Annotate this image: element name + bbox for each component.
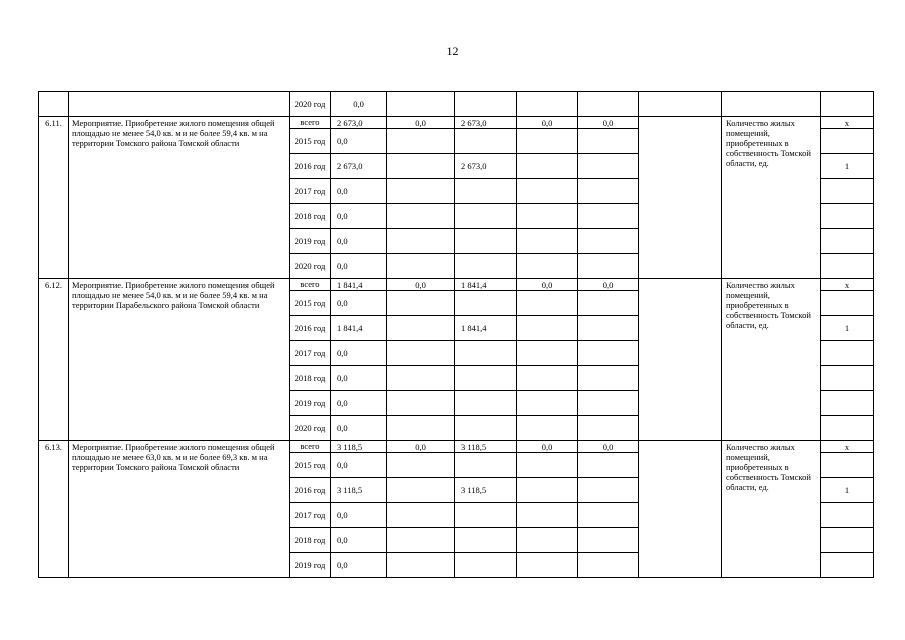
local-cell	[517, 291, 578, 316]
total-cell: 3 118,5	[331, 441, 387, 453]
federal-cell	[387, 416, 455, 441]
indicator-value: 1	[821, 316, 874, 341]
indicator-value	[821, 129, 874, 154]
other-cell	[578, 254, 639, 279]
indicator-value	[821, 179, 874, 204]
regional-cell	[455, 204, 517, 229]
executor-cell	[639, 117, 722, 279]
regional-cell	[455, 503, 517, 528]
total-cell: 0,0	[331, 416, 387, 441]
regional-cell	[455, 391, 517, 416]
indicator-value: 1	[821, 478, 874, 503]
regional-cell	[455, 254, 517, 279]
table-row	[39, 92, 874, 117]
local-cell	[517, 366, 578, 391]
other-cell	[578, 478, 639, 503]
indicator-value: x	[821, 279, 874, 291]
other-cell	[578, 391, 639, 416]
regional-cell	[455, 341, 517, 366]
federal-cell	[387, 528, 455, 553]
total-cell: 0,0	[331, 291, 387, 316]
total-cell: 2 673,0	[331, 117, 387, 129]
other-cell	[578, 366, 639, 391]
executor-cell	[639, 279, 722, 441]
year-cell: 2015 год	[290, 129, 331, 154]
table-row	[39, 441, 874, 453]
total-cell: 1 841,4	[331, 279, 387, 291]
regional-cell	[455, 553, 517, 578]
other-cell	[578, 528, 639, 553]
other-cell	[578, 129, 639, 154]
federal-cell	[387, 129, 455, 154]
other-cell	[578, 453, 639, 478]
federal-cell	[387, 204, 455, 229]
year-cell: 2016 год	[290, 316, 331, 341]
indicator-name: Количество жилых помещений, приобретенных в собственность Томской области, ед.	[722, 279, 821, 441]
other-cell	[578, 291, 639, 316]
regional-cell	[455, 528, 517, 553]
regional-cell	[455, 366, 517, 391]
section-description: Мероприятие. Приобретение жилого помещения общей площадью не менее 63,0 кв. м и не более 69,3 кв. м на территории Томского района Томской области	[69, 441, 290, 578]
program-table	[38, 91, 874, 578]
year-cell: 2015 год	[290, 453, 331, 478]
other-cell	[578, 204, 639, 229]
local-cell	[517, 341, 578, 366]
local-cell	[517, 204, 578, 229]
year-cell: 2017 год	[290, 341, 331, 366]
indicator-value: x	[821, 441, 874, 453]
other-cell	[578, 341, 639, 366]
year-cell: 2017 год	[290, 503, 331, 528]
federal-cell	[387, 553, 455, 578]
year-cell: 2018 год	[290, 528, 331, 553]
federal-cell	[387, 453, 455, 478]
regional-cell: 1 841,4	[455, 279, 517, 291]
indicator-value: x	[821, 117, 874, 129]
indicator-value	[821, 416, 874, 441]
local-cell	[517, 179, 578, 204]
indicator-name: Количество жилых помещений, приобретенных в собственность Томской области, ед.	[722, 117, 821, 279]
indicator-value	[821, 366, 874, 391]
regional-cell	[455, 129, 517, 154]
regional-cell: 2 673,0	[455, 117, 517, 129]
total-cell: 1 841,4	[331, 316, 387, 341]
other-cell	[578, 154, 639, 179]
local-cell	[517, 254, 578, 279]
federal-cell	[387, 291, 455, 316]
table-row	[39, 117, 874, 129]
regional-cell: 1 841,4	[455, 316, 517, 341]
federal-cell: 0,0	[387, 117, 455, 129]
total-cell: 0,0	[331, 179, 387, 204]
federal-cell	[387, 503, 455, 528]
total-cell: 0,0	[331, 254, 387, 279]
indicator-value	[821, 391, 874, 416]
local-cell: 0,0	[517, 117, 578, 129]
year-cell: 2020 год	[290, 416, 331, 441]
total-cell: 0,0	[331, 528, 387, 553]
local-cell	[517, 528, 578, 553]
regional-cell: 2 673,0	[455, 154, 517, 179]
regional-cell	[455, 453, 517, 478]
other-cell	[578, 503, 639, 528]
local-cell	[517, 416, 578, 441]
local-cell	[517, 316, 578, 341]
indicator-value	[821, 204, 874, 229]
local-cell	[517, 478, 578, 503]
year-cell: 2019 год	[290, 553, 331, 578]
federal-cell	[387, 179, 455, 204]
local-cell	[517, 154, 578, 179]
total-cell: 0,0	[331, 553, 387, 578]
federal-cell	[387, 478, 455, 503]
regional-cell: 3 118,5	[455, 478, 517, 503]
local-cell: 0,0	[517, 279, 578, 291]
local-cell	[517, 503, 578, 528]
other-cell: 0,0	[578, 117, 639, 129]
indicator-value	[821, 254, 874, 279]
other-cell	[578, 416, 639, 441]
total-cell: 0,0	[331, 129, 387, 154]
federal-cell	[387, 391, 455, 416]
other-cell	[578, 316, 639, 341]
federal-cell: 0,0	[387, 441, 455, 453]
total-cell: 2 673,0	[331, 154, 387, 179]
total-cell: 0,0	[331, 341, 387, 366]
other-cell	[578, 229, 639, 254]
section-description: Мероприятие. Приобретение жилого помещения общей площадью не менее 54,0 кв. м и не более 59,4 кв. м на территории Парабельского района Томской области	[69, 279, 290, 441]
indicator-value	[821, 553, 874, 578]
year-cell: всего	[290, 441, 331, 453]
federal-cell	[387, 229, 455, 254]
federal-cell: 0,0	[387, 279, 455, 291]
year-cell: 2019 год	[290, 391, 331, 416]
year-cell: 2020 год	[290, 92, 331, 117]
year-cell: всего	[290, 279, 331, 291]
total-cell: 0,0	[331, 229, 387, 254]
indicator-value	[821, 229, 874, 254]
section-code: 6.12.	[39, 279, 69, 441]
executor-cell	[639, 441, 722, 578]
indicator-value	[821, 291, 874, 316]
local-cell	[517, 553, 578, 578]
section-code: 6.13.	[39, 441, 69, 578]
regional-cell	[455, 416, 517, 441]
federal-cell	[387, 254, 455, 279]
total-cell: 0,0	[331, 503, 387, 528]
year-cell: 2018 год	[290, 366, 331, 391]
other-cell	[578, 553, 639, 578]
year-cell: 2018 год	[290, 204, 331, 229]
other-cell: 0,0	[578, 441, 639, 453]
total-cell: 0,0	[331, 453, 387, 478]
total-cell: 0,0	[331, 366, 387, 391]
local-cell: 0,0	[517, 441, 578, 453]
regional-cell	[455, 291, 517, 316]
indicator-name: Количество жилых помещений, приобретенных в собственность Томской области, ед.	[722, 441, 821, 578]
year-cell: 2016 год	[290, 154, 331, 179]
indicator-value	[821, 503, 874, 528]
table-row	[39, 279, 874, 291]
regional-cell: 3 118,5	[455, 441, 517, 453]
local-cell	[517, 453, 578, 478]
federal-cell	[387, 316, 455, 341]
section-code: 6.11.	[39, 117, 69, 279]
description-cell	[69, 92, 290, 117]
code-cell	[39, 92, 69, 117]
local-cell	[517, 229, 578, 254]
indicator-value	[821, 528, 874, 553]
indicator-value: 1	[821, 154, 874, 179]
year-cell: 2016 год	[290, 478, 331, 503]
year-cell: 2015 год	[290, 291, 331, 316]
federal-cell	[387, 341, 455, 366]
total-cell: 0,0	[331, 204, 387, 229]
year-cell: 2019 год	[290, 229, 331, 254]
year-cell: 2020 год	[290, 254, 331, 279]
year-cell: 2017 год	[290, 179, 331, 204]
section-description: Мероприятие. Приобретение жилого помещения общей площадью не менее 54,0 кв. м и не более 59,4 кв. м на территории Томского района Томской области	[69, 117, 290, 279]
total-cell: 0,0	[331, 92, 387, 117]
regional-cell	[455, 229, 517, 254]
page-number: 12	[446, 44, 459, 58]
federal-cell	[387, 366, 455, 391]
indicator-value	[821, 453, 874, 478]
year-cell: всего	[290, 117, 331, 129]
local-cell	[517, 391, 578, 416]
total-cell: 0,0	[331, 391, 387, 416]
other-cell: 0,0	[578, 279, 639, 291]
regional-cell	[455, 179, 517, 204]
total-cell: 3 118,5	[331, 478, 387, 503]
local-cell	[517, 129, 578, 154]
other-cell	[578, 179, 639, 204]
federal-cell	[387, 154, 455, 179]
indicator-value	[821, 341, 874, 366]
